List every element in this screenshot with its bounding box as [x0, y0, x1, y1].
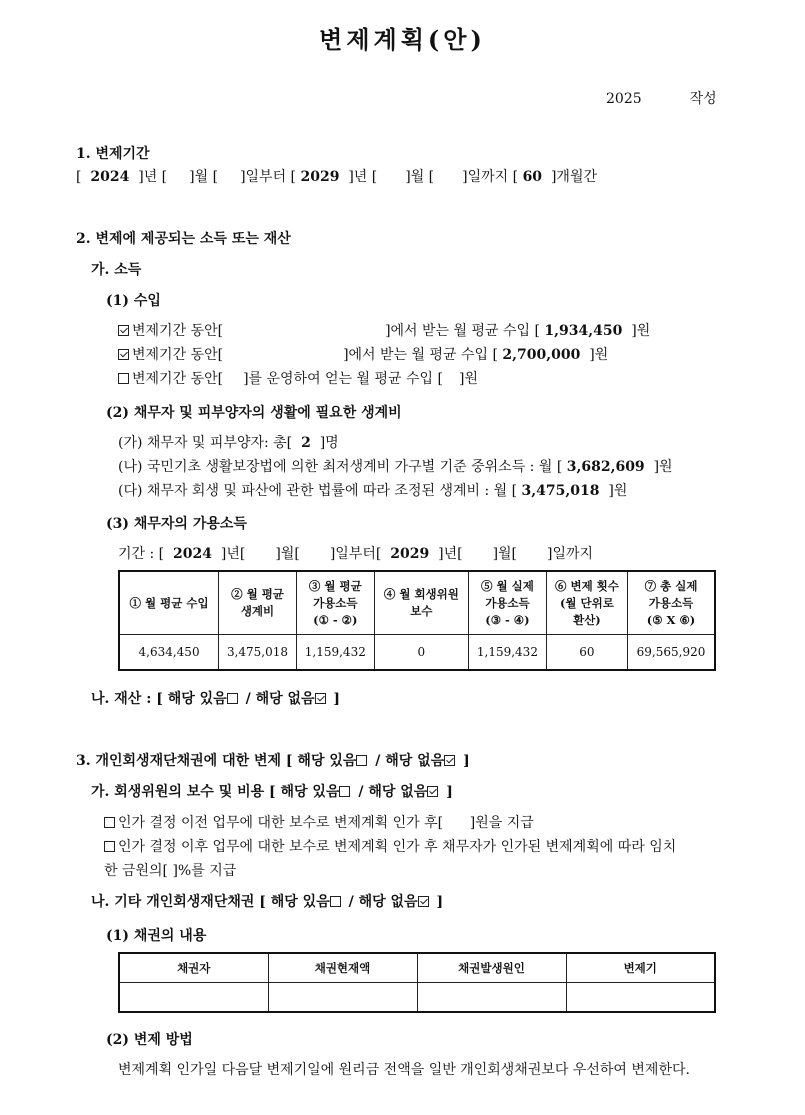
table-cell[interactable]	[566, 983, 715, 1013]
available-income-heading: (3) 채무자의 가용소득	[106, 516, 247, 532]
table-header-row	[119, 953, 715, 983]
t-to: ]일까지 [	[462, 169, 519, 185]
available-period: 기간 : [ 2024 ]년[ ]월[ ]일부터[ 2029 ]년[ ]월[ ]일까지	[118, 546, 594, 562]
table-header: ⑥ 변제 횟수 (월 단위로 환산)	[546, 571, 627, 635]
trustee-fee-heading: 가. 회생위원의 보수 및 비용 [ 해당 있음 / 해당 없음 ]	[91, 784, 453, 800]
t-month2: ]월 [	[405, 169, 435, 185]
income-1-value: 1,934,450	[544, 323, 623, 339]
checkbox-checked-icon[interactable]	[427, 786, 438, 797]
table-cell: 1,159,432	[296, 635, 374, 671]
date-year: 2025	[606, 91, 642, 107]
to-year: 2029	[300, 169, 340, 185]
table-header: ① 월 평균 수입	[119, 571, 219, 635]
months: 60	[522, 169, 543, 185]
available-income-table	[118, 570, 716, 671]
fee-option-2: 인가 결정 이후 업무에 대한 보수로 변제계획 인가 후 채무자가 인가된 변제계획에 따라 임치	[104, 836, 676, 856]
table-header-row	[119, 571, 715, 635]
checkbox-checked-icon[interactable]	[118, 349, 129, 360]
t-year2: ]년 [	[348, 169, 378, 185]
checkbox-checked-icon[interactable]	[315, 693, 326, 704]
table-cell[interactable]	[119, 983, 268, 1013]
t-months: ]개월간	[550, 169, 597, 185]
income-revenue-heading: (1) 수입	[106, 293, 161, 309]
living-ga: (가) 채무자 및 피부양자: 총[ 2 ]명	[118, 435, 339, 451]
table-header: ④ 월 회생위원 보수	[374, 571, 468, 635]
table-header: 변제기	[566, 953, 715, 983]
date-line	[606, 88, 717, 108]
table-cell[interactable]	[268, 983, 417, 1013]
table-row	[119, 635, 715, 671]
date-label: 작성	[689, 91, 717, 107]
checkbox-checked-icon[interactable]	[418, 896, 429, 907]
section1-heading: 1. 변제기간	[76, 146, 150, 162]
claim-content-heading: (1) 채권의 내용	[106, 928, 207, 944]
table-cell[interactable]	[417, 983, 566, 1013]
fee-option-1: 인가 결정 이전 업무에 대한 보수로 변제계획 인가 후[ ]원을 지급	[104, 812, 534, 832]
table-header: ③ 월 평균 가용소득 (① - ②)	[296, 571, 374, 635]
table-cell: 60	[546, 635, 627, 671]
checkbox-empty-icon[interactable]	[104, 817, 115, 828]
section2-heading: 2. 변제에 제공되는 소득 또는 재산	[76, 231, 291, 247]
income-subheading: 가. 소득	[91, 262, 142, 278]
checkbox-empty-icon[interactable]	[356, 755, 367, 766]
checkbox-empty-icon[interactable]	[104, 841, 115, 852]
table-cell: 69,565,920	[628, 635, 715, 671]
table-cell: 0	[374, 635, 468, 671]
repayment-period: [ 2024 ]년 [ ]월 [ ]일부터 [ 2029 ]년 [ ]월 [ ]일까지 [ 60 ]개월간	[76, 169, 597, 185]
living-cost-heading: (2) 채무자 및 피부양자의 생활에 필요한 생계비	[106, 405, 402, 421]
income-line-2: 변제기간 동안[ ]에서 받는 월 평균 수입 [ 2,700,000 ]원	[118, 344, 608, 364]
table-cell: 3,475,018	[219, 635, 297, 671]
table-cell: 1,159,432	[469, 635, 547, 671]
checkbox-checked-icon[interactable]	[444, 755, 455, 766]
table-row	[119, 983, 715, 1013]
claim-table	[118, 952, 716, 1013]
checkbox-empty-icon[interactable]	[339, 786, 350, 797]
table-header: 채권발생원인	[417, 953, 566, 983]
income-line-1: 변제기간 동안[ ]에서 받는 월 평균 수입 [ 1,934,450 ]원	[118, 320, 650, 340]
income-line-3: 변제기간 동안[ ]를 운영하여 얻는 월 평균 수입 [ ]원	[118, 368, 478, 388]
living-na: (나) 국민기초 생활보장법에 의한 최저생계비 가구별 기준 중위소득 : 월 [ 3,682,609 ]원	[118, 459, 673, 475]
page-title: 변제계획(안)	[319, 25, 486, 54]
checkbox-empty-icon[interactable]	[227, 693, 238, 704]
checkbox-empty-icon[interactable]	[330, 896, 341, 907]
other-claims-heading: 나. 기타 개인회생재단채권 [ 해당 있음 / 해당 없음 ]	[91, 894, 444, 910]
asset-line: 나. 재산 : [ 해당 있음 / 해당 없음 ]	[91, 691, 341, 707]
t-year: ]년 [	[138, 169, 168, 185]
fee-option-2-cont: 한 금원의[ ]%를 지급	[104, 863, 237, 879]
table-header: ⑦ 총 실제 가용소득 (⑤ X ⑥)	[628, 571, 715, 635]
section3-heading: 3. 개인회생재단채권에 대한 변제 [ 해당 있음 / 해당 없음 ]	[76, 753, 470, 769]
checkbox-empty-icon[interactable]	[118, 373, 129, 384]
checkbox-checked-icon[interactable]	[118, 325, 129, 336]
from-year: 2024	[90, 169, 130, 185]
living-da: (다) 채무자 회생 및 파산에 관한 법률에 따라 조정된 생계비 : 월 [ 3,475,018 ]원	[118, 483, 628, 499]
table-header: 채권현재액	[268, 953, 417, 983]
repayment-method-heading: (2) 변제 방법	[106, 1032, 193, 1048]
table-header: ② 월 평균 생계비	[219, 571, 297, 635]
t-from: ]일부터 [	[240, 169, 297, 185]
income-2-value: 2,700,000	[502, 347, 581, 363]
table-header: 채권자	[119, 953, 268, 983]
repayment-method-text: 변제계획 인가일 다음달 변제기일에 원리금 전액을 일반 개인회생채권보다 우선하여 변제한다.	[118, 1062, 690, 1078]
table-cell: 4,634,450	[119, 635, 219, 671]
table-header: ⑤ 월 실제 가용소득 (③ - ④)	[469, 571, 547, 635]
t-month: ]월 [	[189, 169, 219, 185]
